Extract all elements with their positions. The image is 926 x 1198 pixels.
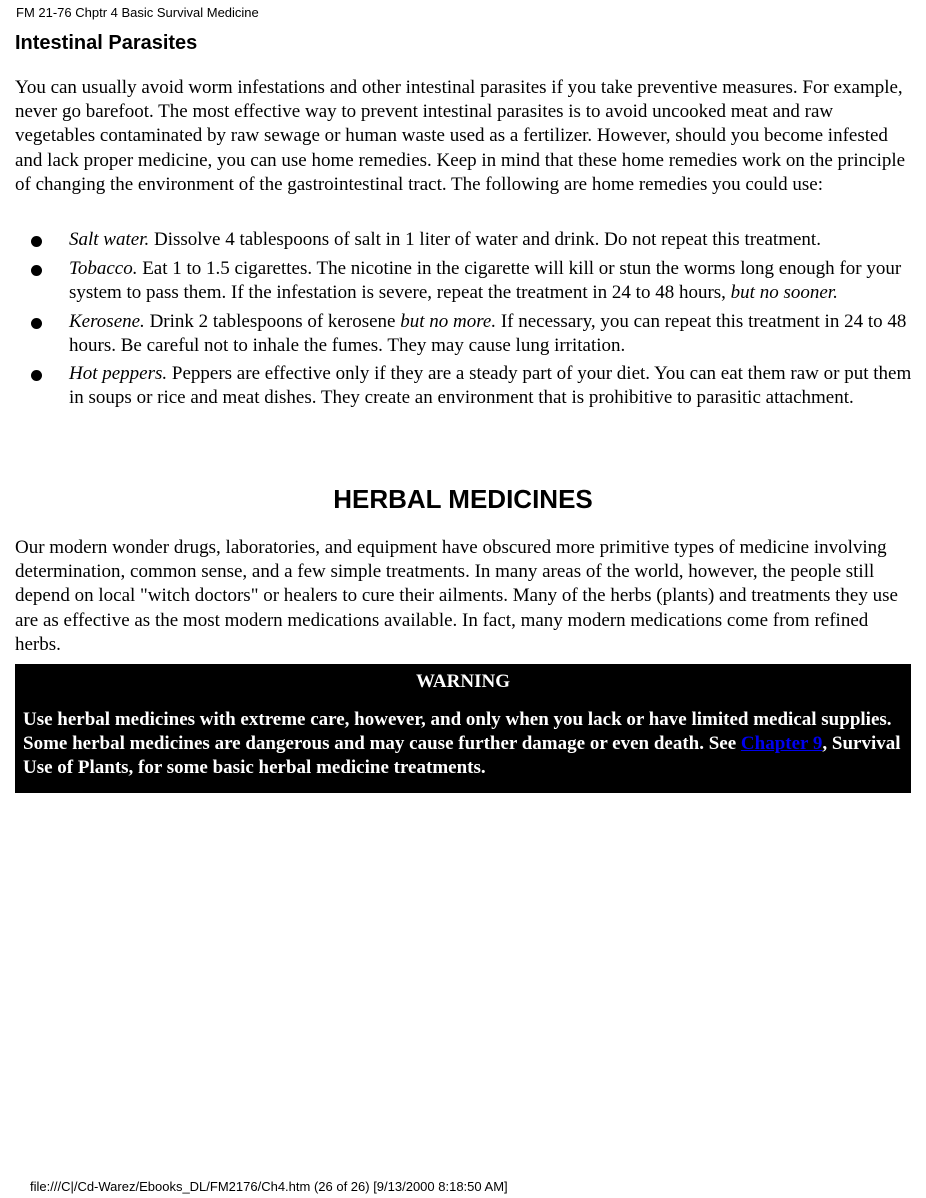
remedy-text-after: If necessary, you can repeat this treatment in 24 to 48 hours. Be careful not to inhale the fumes. They may cause lung irritation. [69,310,907,356]
remedy-list [15,228,915,415]
herbal-paragraph: Our modern wonder drugs, laboratories, and equipment have obscured more primitive types of medicine involving determination, common sense, and a few simple treatments. In many areas of the world, however, the people still depend on local "witch doctors" or healers to cure their ailments. Many of the herbs (plants) and treatments they use are as effective as the most modern medications available. In fact, many modern medications come from refined herbs. [15,537,898,655]
remedy-name: Hot peppers. [69,363,168,385]
bullet-icon [31,236,42,247]
document-header-title: FM 21-76 Chptr 4 Basic Survival Medicine [16,5,259,20]
remedy-text: Dissolve 4 tablespoons of salt in 1 liter of water and drink. Do not repeat this treatment. [149,229,821,250]
chapter-9-link[interactable]: Chapter 9 [740,733,823,755]
remedy-name: Kerosene. [69,310,145,332]
remedy-emphasis: but no more. [400,310,497,332]
intro-paragraph: You can usually avoid worm infestations and other intestinal parasites if you take preventive measures. For example, never go barefoot. The most effective way to prevent intestinal parasites is to avoid uncooked meat and raw vegetables contaminated by raw sewage or human waste used as a fertilizer. However, should you become infested and lack proper medicine, you can use home remedies. Keep in mind that these home remedies work on the principle of changing the environment of the gastrointestinal tract. The following are home remedies you could use: [15,77,906,195]
remedy-text: Peppers are effective only if they are a steady part of your diet. You can eat them raw or put them in soups or rice and meat dishes. They create an environment that is prohibitive to parasitic attachment. [69,363,912,409]
remedy-text: Eat 1 to 1.5 cigarettes. The nicotine in the cigarette will kill or stun the worms long enough for your system to pass them. If the infestation is severe, repeat the treatment in 24 to 48 hours, [69,258,902,304]
main-heading-herbal-medicines: HERBAL MEDICINES [333,484,593,514]
list-item-salt-water [15,228,915,252]
section-heading-intestinal-parasites: Intestinal Parasites [15,32,198,54]
warning-title: WARNING [416,671,510,692]
footer-file-path: file:///C|/Cd-Warez/Ebooks_DL/FM2176/Ch4.htm (26 of 26) [9/13/2000 8:18:50 AM] [30,1179,508,1194]
remedy-name: Salt water. [69,229,150,250]
list-item-kerosene [15,310,915,358]
bullet-icon [31,370,42,381]
list-item-tobacco [15,257,915,305]
remedy-emphasis: but no sooner. [730,282,838,304]
warning-box [15,664,911,793]
warning-text [23,708,903,781]
bullet-icon [31,265,42,276]
list-item-hot-peppers [15,362,915,410]
remedy-text: Drink 2 tablespoons of kerosene [144,310,401,332]
warning-text-after: , Survival Use of Plants, for some basic herbal medicine treatments. [23,733,901,779]
bullet-icon [31,318,42,329]
remedy-name: Tobacco. [69,258,138,280]
warning-text-before: Use herbal medicines with extreme care, however, and only when you lack or have limited medical supplies. Some herbal medicines are dangerous and may cause further damage or even death. See [23,709,892,755]
